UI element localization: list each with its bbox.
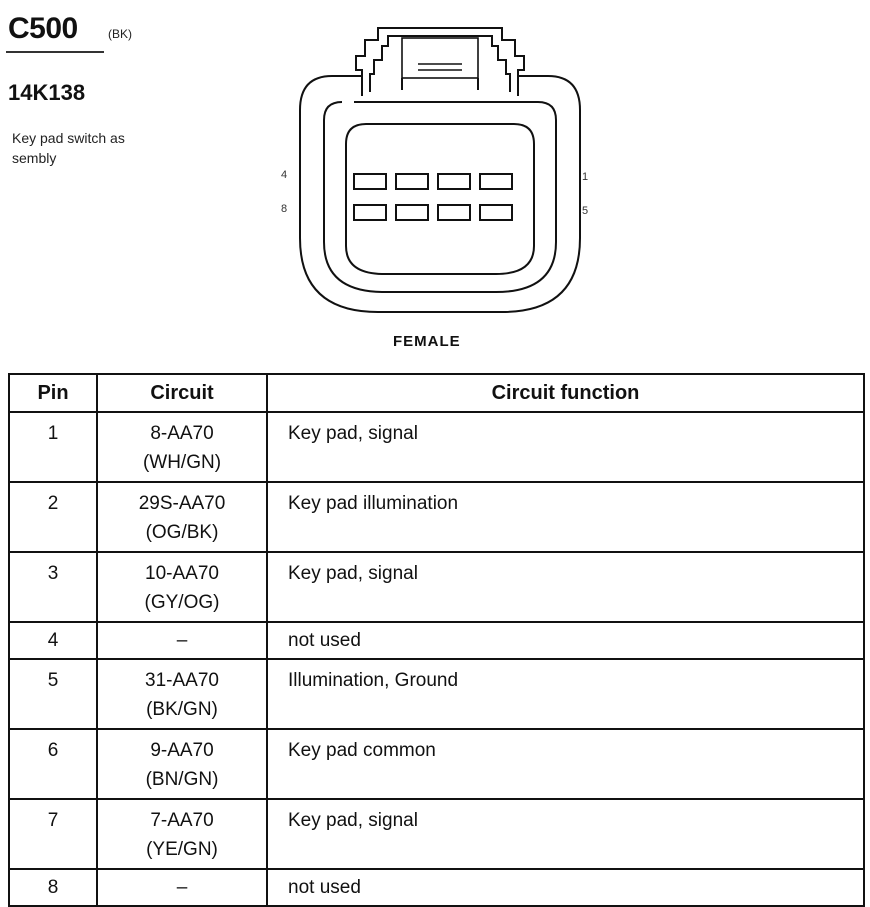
wire-color: (GY/OG): [144, 592, 220, 613]
header-circuit-function: Circuit function: [267, 374, 864, 412]
wire-color: (BK/GN): [146, 699, 218, 720]
table-row: [9, 729, 864, 799]
header-pin: Pin: [9, 374, 97, 412]
pin-label-1: 1: [582, 171, 589, 183]
pin-number: 8: [9, 869, 97, 906]
pin-number: 3: [9, 552, 97, 622]
table-row: [9, 799, 864, 869]
pin-number: 7: [9, 799, 97, 869]
pin-number: 6: [9, 729, 97, 799]
circuit-function: Key pad, signal: [267, 412, 864, 482]
circuit-function: Key pad, signal: [267, 799, 864, 869]
table-header-row: [9, 374, 864, 412]
circuit-cell: [97, 412, 267, 482]
pin-label-5: 5: [582, 205, 589, 217]
circuit-cell: [97, 799, 267, 869]
component-description: Key pad switch as sembly: [12, 130, 125, 166]
circuit-code: 10-AA70: [145, 563, 219, 584]
circuit-code: 7-AA70: [150, 810, 214, 831]
table-row: [9, 869, 864, 906]
circuit-function: not used: [267, 622, 864, 659]
pin-number: 4: [9, 622, 97, 659]
circuit-code: –: [176, 877, 188, 898]
circuit-cell: [97, 869, 267, 906]
header-circuit: Circuit: [97, 374, 267, 412]
pin-number: 2: [9, 482, 97, 552]
connector-gender-label: FEMALE: [393, 333, 461, 350]
pin-label-8: 8: [281, 203, 288, 215]
table-row: [9, 622, 864, 659]
circuit-function: not used: [267, 869, 864, 906]
circuit-code: 8-AA70: [150, 423, 214, 444]
pin-number: 1: [9, 412, 97, 482]
table-row: [9, 412, 864, 482]
wire-color: (OG/BK): [145, 522, 219, 543]
part-number: 14K138: [8, 80, 86, 105]
table-row: [9, 482, 864, 552]
connector-id-underline: [6, 51, 104, 53]
circuit-cell: [97, 622, 267, 659]
table-row: [9, 659, 864, 729]
pin-number: 5: [9, 659, 97, 729]
wire-color: (WH/GN): [142, 452, 222, 473]
circuit-function: Key pad common: [267, 729, 864, 799]
circuit-code: 29S-AA70: [138, 493, 226, 514]
wire-color: (BN/GN): [145, 769, 219, 790]
connector-color-code: (BK): [108, 27, 132, 41]
pin-label-4: 4: [281, 169, 288, 181]
circuit-code: 31-AA70: [145, 670, 219, 691]
connector-id: C500: [8, 12, 78, 45]
circuit-cell: [97, 729, 267, 799]
circuit-function: Illumination, Ground: [267, 659, 864, 729]
circuit-cell: [97, 659, 267, 729]
circuit-code: –: [176, 630, 188, 651]
table-row: [9, 552, 864, 622]
circuit-function: Key pad, signal: [267, 552, 864, 622]
wire-color: (YE/GN): [146, 839, 218, 860]
connector-face-diagram: [270, 6, 610, 336]
circuit-code: 9-AA70: [150, 740, 214, 761]
circuit-function: Key pad illumination: [267, 482, 864, 552]
circuit-cell: [97, 552, 267, 622]
pinout-table: [8, 373, 865, 907]
circuit-cell: [97, 482, 267, 552]
